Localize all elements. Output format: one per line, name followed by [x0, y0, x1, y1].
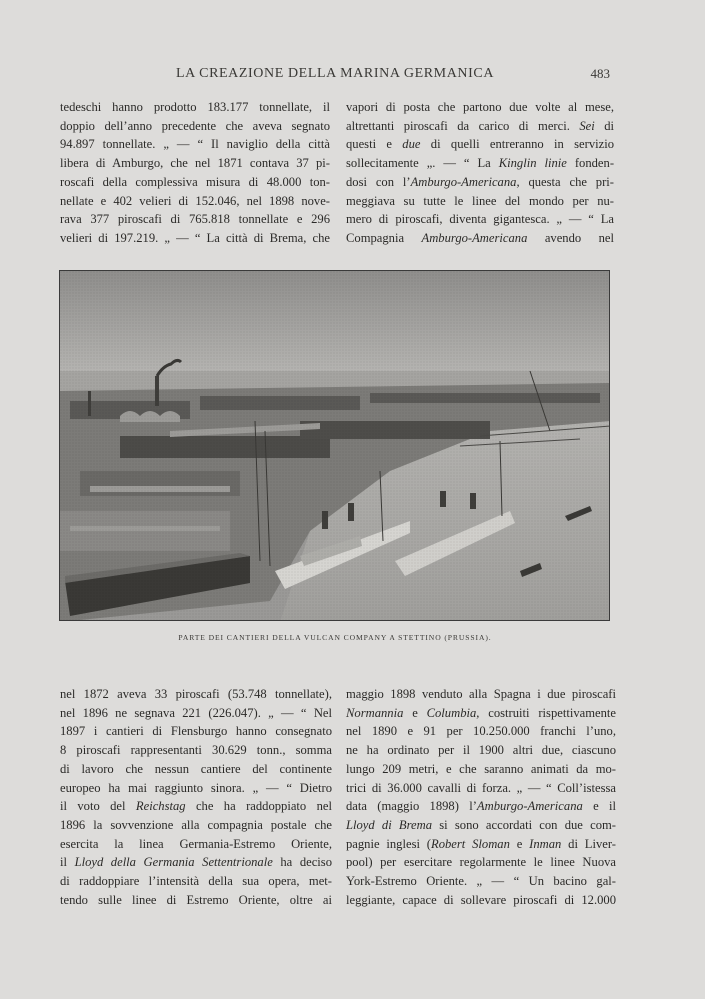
text-line: pagnie inglesi (Robert Sloman e Inman di Liver- [346, 836, 616, 851]
text-line: tedeschi hanno prodotto 183.177 tonnellate, il [60, 100, 330, 114]
text-line: York-Estremo Oriente. „ — “ Un bacino gal- [346, 874, 616, 889]
text-line: nel 1872 aveva 33 piroscafi (53.748 tonnellate), [60, 687, 332, 701]
text-line: tendo sulle linee di Estremo Oriente, oltre ai [60, 892, 332, 907]
text-line: Lloyd di Brema si sono accordati con due com- [346, 817, 616, 832]
text-line: europeo ha mai raggiunto sinora. „ — “ Dietro [60, 780, 332, 795]
text-line: maggio 1898 venduto alla Spagna i due piroscafi [346, 687, 616, 701]
text-line: velieri di 197.219. „ — “ La città di Brema, che [60, 230, 330, 245]
text-line: libera di Amburgo, che nel 1871 contava 37 pi- [60, 156, 330, 171]
text-line: esercita la linea Germania-Estremo Oriente, [60, 836, 332, 851]
text-line: nellate e 402 velieri di 152.046, nel 1898 nove- [60, 193, 330, 208]
text-line: sollecitamente „. — “ La Kinglin linie fonden- [346, 156, 615, 171]
text-line: nel 1890 e 91 per 10.250.000 franchi l’uno, [346, 724, 616, 739]
text-line: doppio dell’anno precedente che aveva segnato [60, 118, 330, 133]
text-line: il voto del Reichstag che ha raddoppiato nel [60, 799, 332, 814]
text-column-bottom-right [346, 685, 616, 909]
text-line: nel 1896 ne segnava 221 (226.047). „ — “ Nel [60, 705, 332, 720]
text-line: data (maggio 1898) l’Amburgo-Americana e il [346, 799, 616, 814]
text-line: 1897 i cantieri di Flensburgo hanno consegnato [60, 724, 332, 739]
text-line: il Lloyd della Germania Settentrionale ha deciso [60, 855, 332, 870]
text-line: questi e due di quelli entreranno in servizio [346, 137, 614, 152]
text-line: 1896 la sovvenzione alla compagnia postale che [60, 817, 332, 832]
figure-caption: PARTE DEI CANTIERI DELLA VULCAN COMPANY A STETTINO (PRUSSIA). [178, 633, 492, 642]
text-line: rava 377 piroscafi di 765.818 tonnellate e 296 [60, 212, 330, 227]
text-line: roscafi della complessiva misura di 48.000 ton- [60, 174, 330, 189]
text-column-bottom-left [60, 685, 332, 909]
text-line: leggiante, capace di sollevare piroscafi di 12.000 [346, 892, 616, 907]
text-line: Normannia e Columbia, costruiti rispettivamente [346, 705, 616, 720]
page-number: 483 [590, 66, 610, 81]
text-line: di raddoppiare l’intensità della sua opera, met- [60, 874, 332, 889]
text-column-top-right [346, 98, 614, 248]
text-line: 8 piroscafi rappresentanti 30.629 tonn., somma [60, 743, 332, 758]
text-line: ne ha ordinato per il 1900 altri due, ciascuno [346, 743, 616, 758]
page-header [60, 66, 610, 84]
running-title: LA CREAZIONE DELLA MARINA GERMANICA [175, 66, 495, 81]
text-line: trici di 36.000 cavalli di forza. „ — “ Coll’istessa [346, 780, 616, 795]
text-line: altrettanti piroscafi da carico di merci. Sei di [346, 118, 614, 133]
shipyard-illustration [60, 271, 610, 621]
text-column-top-left [60, 98, 330, 248]
shipyard-photograph [59, 270, 610, 621]
text-line: mero di piroscafi, diventa gigantesca. „ — “ La [346, 212, 614, 227]
text-line: 94.897 tonnellate. „ — “ Il naviglio della città [60, 137, 330, 152]
text-line: meggiava su tutte le linee del mondo per nu- [346, 193, 614, 208]
text-line: Compagnia Amburgo-Americana avendo nel [346, 230, 614, 245]
text-line: dosi con l’Amburgo-Americana, questa che pri- [346, 174, 614, 189]
text-line: di lavoro che nessun cantiere del continente [60, 761, 332, 776]
text-line: pool) per esercitare regolarmente le linee Nuova [346, 855, 616, 870]
text-line: lungo 209 metri, e che saranno animati da mo- [346, 761, 616, 776]
text-line: vapori di posta che partono due volte al mese, [346, 100, 614, 114]
